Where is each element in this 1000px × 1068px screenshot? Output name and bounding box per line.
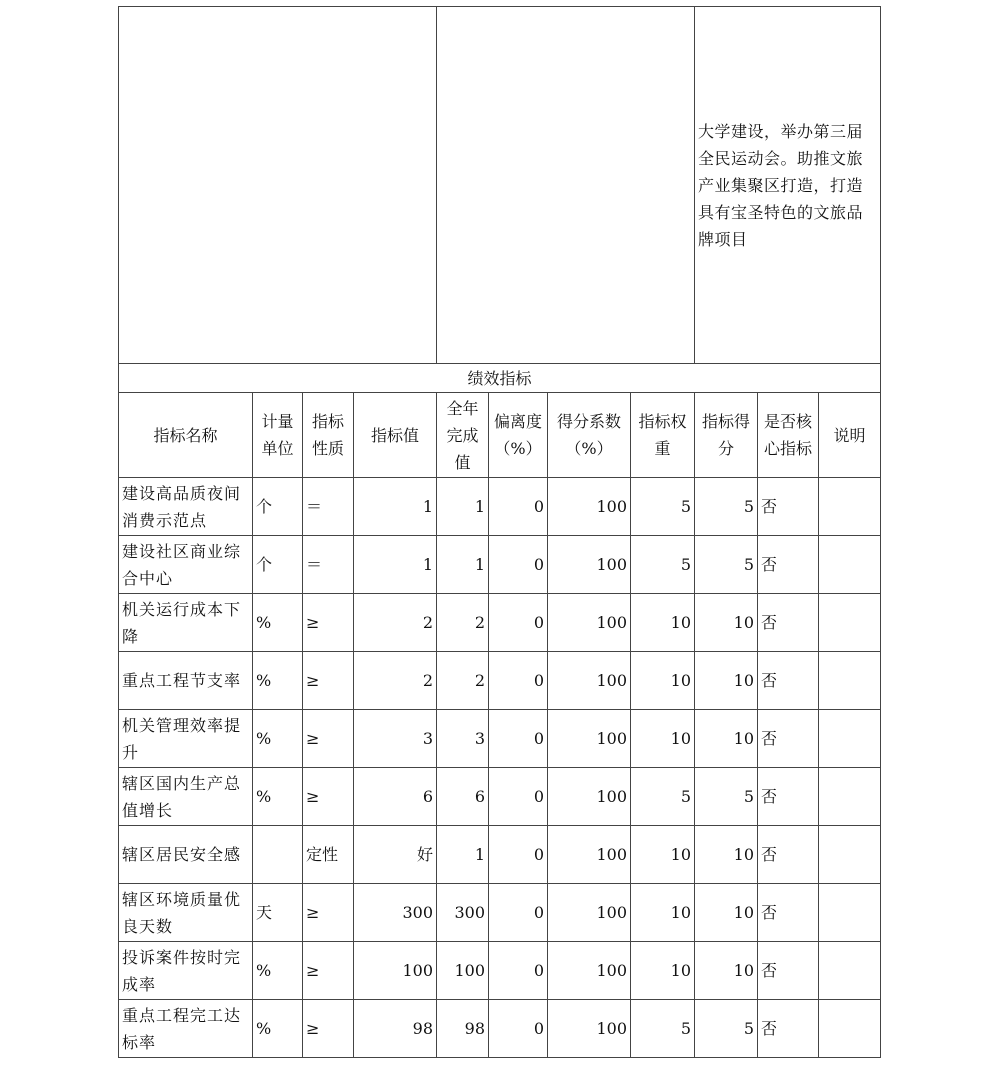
performance-table (118, 6, 881, 1058)
cell-target: 1 (354, 536, 437, 594)
cell-name: 重点工程节支率 (119, 652, 253, 710)
cell-deviation: 0 (489, 536, 548, 594)
cell-score: 10 (695, 710, 758, 768)
cell-core: 否 (758, 536, 819, 594)
cell-core: 否 (758, 710, 819, 768)
performance-table-page (118, 6, 880, 1064)
cell-name: 辖区环境质量优良天数 (119, 884, 253, 942)
cell-target: 2 (354, 652, 437, 710)
cell-nature: ≥ (303, 884, 354, 942)
table-row (119, 710, 881, 768)
header-target: 指标值 (354, 393, 437, 478)
cell-unit: 个 (253, 478, 303, 536)
cell-deviation: 0 (489, 884, 548, 942)
cell-target: 6 (354, 768, 437, 826)
cell-coef: 100 (548, 536, 631, 594)
cell-actual: 1 (437, 536, 489, 594)
cell-name: 重点工程完工达标率 (119, 1000, 253, 1058)
cell-deviation: 0 (489, 478, 548, 536)
cell-target: 好 (354, 826, 437, 884)
table-row (119, 536, 881, 594)
cell-actual: 1 (437, 826, 489, 884)
cell-score: 10 (695, 652, 758, 710)
cell-deviation: 0 (489, 768, 548, 826)
cell-nature: ≥ (303, 652, 354, 710)
cell-coef: 100 (548, 594, 631, 652)
cell-name: 辖区国内生产总值增长 (119, 768, 253, 826)
header-score: 指标得分 (695, 393, 758, 478)
header-actual: 全年完成值 (437, 393, 489, 478)
cell-actual: 3 (437, 710, 489, 768)
section-title-row (119, 364, 881, 393)
cell-deviation: 0 (489, 710, 548, 768)
cell-note (819, 710, 881, 768)
cell-core: 否 (758, 942, 819, 1000)
cell-note (819, 768, 881, 826)
cell-deviation: 0 (489, 1000, 548, 1058)
cell-core: 否 (758, 826, 819, 884)
cell-note (819, 478, 881, 536)
cell-note (819, 884, 881, 942)
cell-unit: % (253, 942, 303, 1000)
cell-nature: ≥ (303, 768, 354, 826)
cell-nature: ≥ (303, 1000, 354, 1058)
table-row (119, 478, 881, 536)
cell-coef: 100 (548, 652, 631, 710)
header-name: 指标名称 (119, 393, 253, 478)
cell-weight: 10 (631, 594, 695, 652)
cell-name: 辖区居民安全感 (119, 826, 253, 884)
cell-deviation: 0 (489, 652, 548, 710)
cell-target: 2 (354, 594, 437, 652)
table-row (119, 1000, 881, 1058)
cell-unit: 天 (253, 884, 303, 942)
cell-unit: % (253, 594, 303, 652)
cell-nature: ≥ (303, 710, 354, 768)
header-coef: 得分系数（%） (548, 393, 631, 478)
cell-actual: 300 (437, 884, 489, 942)
cell-unit: % (253, 652, 303, 710)
cell-note (819, 652, 881, 710)
cell-weight: 10 (631, 652, 695, 710)
cell-score: 10 (695, 594, 758, 652)
cell-weight: 5 (631, 478, 695, 536)
cell-weight: 10 (631, 884, 695, 942)
cell-nature: 定性 (303, 826, 354, 884)
cell-score: 10 (695, 884, 758, 942)
cell-coef: 100 (548, 942, 631, 1000)
cell-weight: 5 (631, 1000, 695, 1058)
cell-unit: 个 (253, 536, 303, 594)
table-row (119, 768, 881, 826)
cell-note (819, 536, 881, 594)
header-note: 说明 (819, 393, 881, 478)
cell-coef: 100 (548, 768, 631, 826)
header-unit: 计量单位 (253, 393, 303, 478)
cell-core: 否 (758, 478, 819, 536)
top-empty-cell-2 (437, 7, 695, 364)
goal-text-cell: 大学建设，举办第三届全民运动会。助推文旅产业集聚区打造，打造具有宝圣特色的文旅品牌项目 (695, 7, 881, 364)
cell-coef: 100 (548, 884, 631, 942)
cell-name: 机关管理效率提升 (119, 710, 253, 768)
cell-weight: 5 (631, 536, 695, 594)
cell-score: 5 (695, 478, 758, 536)
top-continuation-row (119, 7, 881, 364)
cell-core: 否 (758, 594, 819, 652)
cell-target: 98 (354, 1000, 437, 1058)
cell-actual: 6 (437, 768, 489, 826)
table-row (119, 884, 881, 942)
cell-target: 3 (354, 710, 437, 768)
cell-unit (253, 826, 303, 884)
cell-name: 建设社区商业综合中心 (119, 536, 253, 594)
header-nature: 指标性质 (303, 393, 354, 478)
section-title: 绩效指标 (119, 364, 881, 393)
cell-note (819, 942, 881, 1000)
cell-score: 5 (695, 768, 758, 826)
top-empty-cell-1 (119, 7, 437, 364)
cell-core: 否 (758, 1000, 819, 1058)
header-weight: 指标权重 (631, 393, 695, 478)
cell-deviation: 0 (489, 826, 548, 884)
cell-coef: 100 (548, 1000, 631, 1058)
cell-unit: % (253, 768, 303, 826)
table-row (119, 826, 881, 884)
cell-score: 10 (695, 826, 758, 884)
cell-nature: ≥ (303, 942, 354, 1000)
cell-score: 5 (695, 536, 758, 594)
cell-actual: 1 (437, 478, 489, 536)
cell-core: 否 (758, 768, 819, 826)
cell-name: 投诉案件按时完成率 (119, 942, 253, 1000)
cell-coef: 100 (548, 826, 631, 884)
table-row (119, 652, 881, 710)
cell-actual: 2 (437, 652, 489, 710)
cell-actual: 100 (437, 942, 489, 1000)
cell-note (819, 594, 881, 652)
table-row (119, 594, 881, 652)
cell-core: 否 (758, 652, 819, 710)
cell-unit: % (253, 710, 303, 768)
header-row (119, 393, 881, 478)
cell-target: 100 (354, 942, 437, 1000)
cell-unit: % (253, 1000, 303, 1058)
header-core: 是否核心指标 (758, 393, 819, 478)
cell-coef: 100 (548, 478, 631, 536)
cell-nature: ＝ (303, 536, 354, 594)
cell-weight: 10 (631, 710, 695, 768)
cell-score: 10 (695, 942, 758, 1000)
cell-deviation: 0 (489, 594, 548, 652)
cell-coef: 100 (548, 710, 631, 768)
table-row (119, 942, 881, 1000)
cell-weight: 5 (631, 768, 695, 826)
cell-target: 300 (354, 884, 437, 942)
cell-name: 机关运行成本下降 (119, 594, 253, 652)
cell-name: 建设高品质夜间消费示范点 (119, 478, 253, 536)
cell-note (819, 1000, 881, 1058)
cell-nature: ≥ (303, 594, 354, 652)
cell-core: 否 (758, 884, 819, 942)
cell-score: 5 (695, 1000, 758, 1058)
cell-weight: 10 (631, 942, 695, 1000)
cell-actual: 2 (437, 594, 489, 652)
cell-target: 1 (354, 478, 437, 536)
cell-deviation: 0 (489, 942, 548, 1000)
header-deviation: 偏离度（%） (489, 393, 548, 478)
cell-note (819, 826, 881, 884)
cell-actual: 98 (437, 1000, 489, 1058)
cell-weight: 10 (631, 826, 695, 884)
cell-nature: ＝ (303, 478, 354, 536)
